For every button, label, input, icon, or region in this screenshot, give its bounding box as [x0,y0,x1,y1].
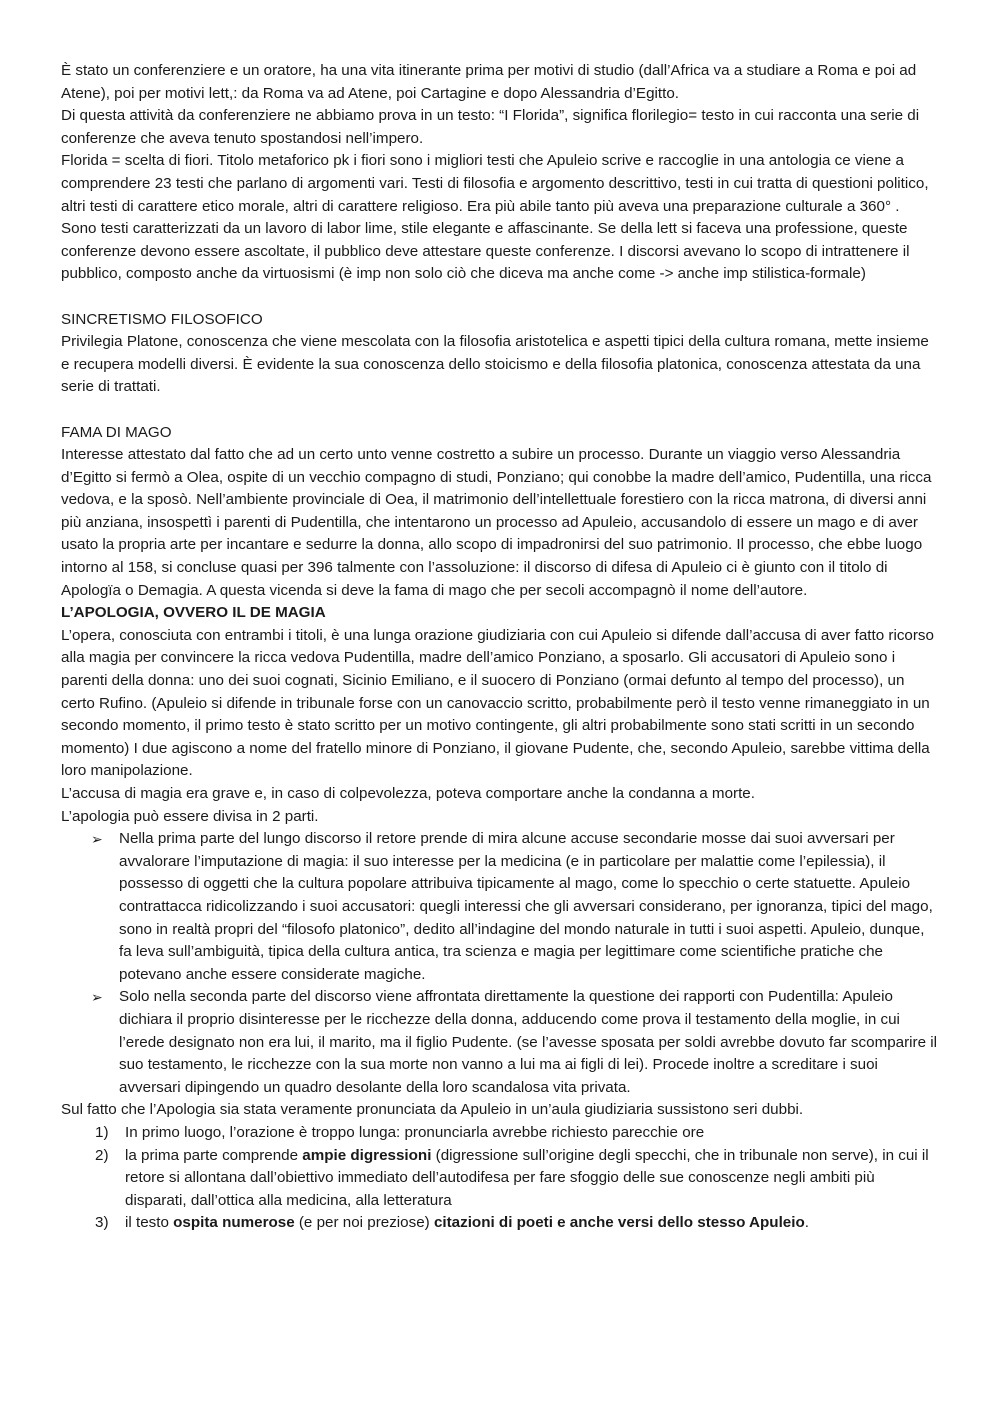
item-text-pre: il testo [125,1214,174,1232]
intro-paragraph-3: Florida = scelta di fiori. Titolo metaforico pk i fiori sono i migliori testi che Apuleio scrive e raccoglie in una antologia ce viene a comprendere 23 testi che parlano di argomenti vari. Testi di filosofia e argomento descrittivo, testi in cui tratta di questioni politico, altri testi di carattere etico morale, altri di carattere religioso. Era più abile tanto più aveva una preparazione culturale a 360° . [61,152,929,215]
arrow-bullet-icon: ➢ [91,831,103,848]
list-number: 1) [95,1123,109,1141]
arrow-bullet-icon: ➢ [91,989,103,1006]
item-text-bold: ampie digressioni [302,1146,432,1164]
apologia-paragraph-1: L’opera, conosciuta con entrambi i titoli, è una lunga orazione giudiziaria con cui Apuleio si difende dall’accusa di aver fatto ricorso alla magia per convincere la ricca vedova Pudentilla, madre dell’amico Ponziano, a sposarlo. Gli accusatori di Apuleio sono i parenti della donna: uno dei suoi cognati, Sicinio Emiliano, e il suocero di Ponziano (ormai defunto al tempo del processo), un certo Rufino. (Apuleio si difende in tribunale forse con un canovaccio scritto, probabilmente però il testo venne rimaneggiato in un secondo momento, il primo testo è stato scritto per un motivo contingente, gli altri probabilmente sono stati scritti in un secondo momento) I due agiscono a nome del fratello minore di Ponziano, il giovane Pudente, che, secondo Apuleio, sarebbe vittima della loro manipolazione. [61,626,934,780]
list-number: 3) [95,1214,109,1232]
list-item [95,1122,938,1145]
bullet-text: Nella prima parte del lungo discorso il retore prende di mira alcune accuse secondarie mosse dai suoi avversari per avvalorare l’imputazione di magia: il suo interesse per la medicina (e in particolare per malattie come l’epilessia), il possesso di oggetti che la cultura popolare attribuiva tipicamente al mago, come lo specchio o certe statuette. Apuleio contrattacca ridicolizzando i suoi accusatori: quegli interessi che gli avversari considerano, per ignoranza, tipici del mago, sono in realtà propri del “filosofo platonico”, dedito all’indagine del mondo naturale in tutti i suoi aspetti. Apuleio, dunque, fa leva sull’ambiguità, tipica della cultura antica, tra scienza e magia per legittimare come scientifiche pratiche che potevano anche essere considerate magiche. [119,830,933,983]
item-text-mid: (e per noi preziose) [294,1214,434,1232]
apologia-paragraph-4: Sul fatto che l’Apologia sia stata veramente pronunciata da Apuleio in un’aula giudiziaria sussistono seri dubbi. [61,1101,804,1119]
item-text-bold: ospita numerose [173,1214,295,1232]
spacer [61,286,938,309]
numbered-list [61,1122,938,1235]
spacer [61,399,938,422]
section-heading-sincretismo: SINCRETISMO FILOSOFICO [61,310,263,328]
bullet-text: Solo nella seconda parte del discorso viene affrontata direttamente la questione dei rapporti con Pudentilla: Apuleio dichiara il proprio disinteresse per le ricchezze della donna, adducendo come prova il testamento della moglie, in cui l’erede designato non era lui, il marito, ma il figlio Pudente. (se l’avesse sposata per soldi avrebbe dovuto far scomparire il suo testamento, le ricchezze con la sua morte non vanno a lui ma ai figli di lei). Procede inoltre a screditare i suoi avversari dipingendo un quadro desolante della loro scandalosa vita privata. [119,988,938,1096]
intro-paragraph-4: Sono testi caratterizzati da un lavoro di labor lime, stile elegante e affascinante. Se della lett si faceva una professione, queste conferenze devono essere ascoltate, il pubblico deve attestare queste conferenze. I discorsi avevano lo scopo di intrattenere il pubblico, composto anche da virtuosismi (è imp non solo ciò che diceva ma anche come -> anche imp stilistica-formale) [61,220,910,283]
list-item [91,986,938,1099]
sincretismo-paragraph: Privilegia Platone, conoscenza che viene mescolata con la filosofia aristotelica e aspetti tipici della cultura romana, mette insieme e recupera modelli diversi. È evidente la sua conoscenza dello stoicismo e della filosofia platonica, conoscenza attestata da una serie di trattati. [61,333,929,396]
fama-paragraph: Interesse attestato dal fatto che ad un certo unto venne costretto a subire un processo. Durante un viaggio verso Alessandria d’Egitto si fermò a Olea, ospite di un vecchio compagno di studi, Ponziano; qui conobbe la madre dell’amico, Pudentilla, una ricca vedova, e la sposò. Nell’ambiente provinciale di Oea, il matrimonio dell’intellettuale forestiero con la ricca matrona, di diversi anni più anziana, insospettì i parenti di Pudentilla, che intentarono un processo ad Apuleio, accusandolo di essere un mago e di aver usato la propria arte per incantare e sedurre la donna, allo scopo di impadronirsi del suo patrimonio. Il processo, che ebbe luogo intorno al 158, si concluse quasi per 396 talmente con l’assoluzione: il discorso di difesa di Apuleio ci è giunto con il titolo di Apologïa o Demagia. A questa vicenda si deve la fama di mago che per secoli accompagnò il nome dell’autore. [61,446,932,599]
apologia-paragraph-2: L’accusa di magia era grave e, in caso di colpevolezza, poteva comportare anche la condanna a morte. [61,785,755,802]
list-item [91,828,938,986]
section-heading-apologia: L’APOLOGIA, OVVERO IL DE MAGIA [61,604,326,622]
bullet-list [61,828,938,1099]
list-item [95,1145,938,1213]
item-text-bold: citazioni di poeti e anche versi dello stesso Apuleio [433,1214,805,1232]
item-text-post: (digressione sull’origine degli specchi, che in tribunale non serve), in cui il retore si allontana dall’obiettivo immediato dell’autodifesa per fare sfoggio delle sue conoscenze negli ambiti più disparati, dall’ottica alla medicina, alla letteratura [125,1146,929,1209]
item-text-pre: la prima parte comprende [125,1146,303,1164]
list-item [95,1212,938,1235]
item-text: In primo luogo, l’orazione è troppo lunga: pronunciarla avrebbe richiesto parecchie ore [125,1123,705,1141]
intro-paragraph-2: Di questa attività da conferenziere ne abbiamo prova in un testo: “I Florida”, significa florilegio= testo in cui racconta una serie di conferenze che aveva tenuto spostandosi nell’impero. [61,107,920,147]
list-number: 2) [95,1146,109,1164]
section-heading-fama: FAMA DI MAGO [61,423,172,441]
item-text-post: . [804,1214,809,1232]
apologia-paragraph-3: L’apologia può essere divisa in 2 parti. [61,807,319,825]
intro-paragraph-1: È stato un conferenziere e un oratore, ha una vita itinerante prima per motivi di studio (dall’Africa va a studiare a Roma e poi ad Atene), poi per motivi lett,: da Roma va ad Atene, poi Cartagine e dopo Alessandria d’Egitto. [61,62,917,102]
